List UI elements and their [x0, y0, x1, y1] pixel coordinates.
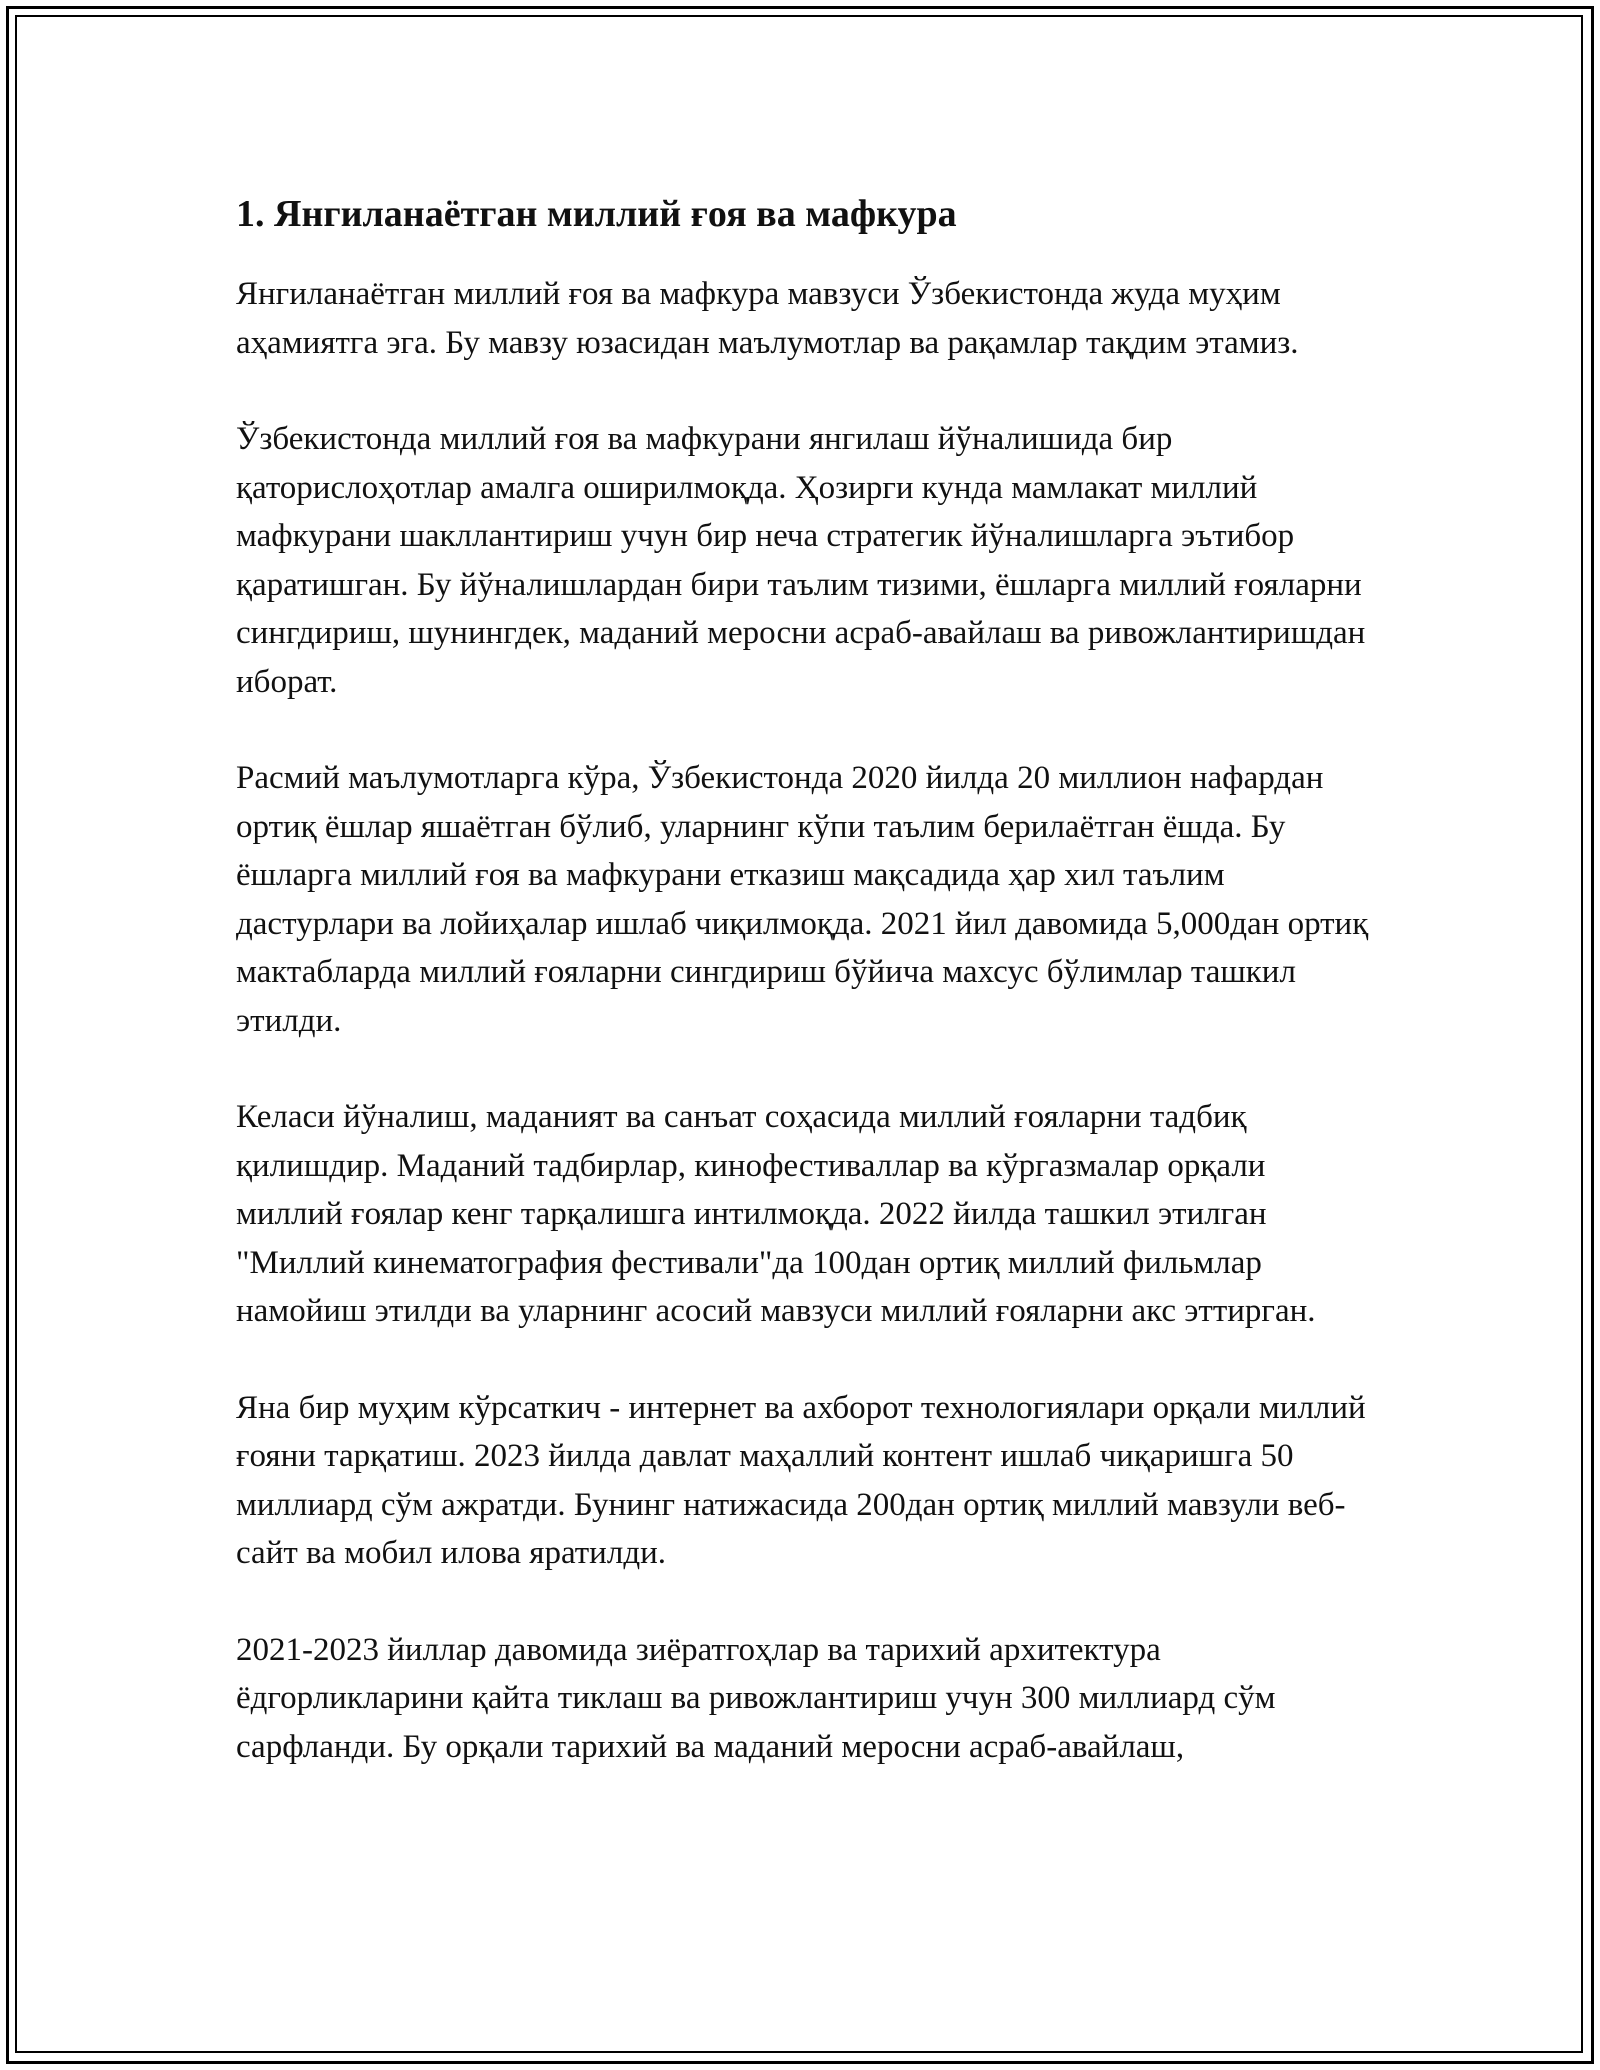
paragraph-2: Ўзбекистонда миллий ғоя ва мафкурани янгилаш йўналишида бир қаторислоҳотлар амалга оширилмоқда. Ҳозирги кунда мамлакат миллий мафкурани шакллантириш учун бир неча стратегик йўналишларга эътибор қаратишган. Бу йўналишлардан бири таълим тизими, ёшларга миллий ғояларни сингдириш, шунингдек, маданий меросни асраб-авайлаш ва ривожлантиришдан иборат. — [236, 421, 1366, 700]
paragraph-4: Келаси йўналиш, маданият ва санъат соҳасида миллий ғояларни тадбиқ қилишдир. Маданий тадбирлар, кинофестиваллар ва кўргазмалар орқали миллий ғоялар кенг тарқалишга интилмоқда. 2022 йилда ташкил этилган "Миллий кинематография фестивали"да 100дан ортиқ миллий фильмлар намойиш этилди ва уларнинг асосий мавзуси миллий ғояларни акс эттирган. — [236, 1099, 1316, 1329]
document-page — [236, 186, 1372, 1819]
paragraph-5: Яна бир муҳим кўрсаткич - интернет ва ахборот технологиялари орқали миллий ғояни тарқатиш. 2023 йилда давлат маҳаллий контент ишлаб чиқаришга 50 миллиард сўм ажратди. Бунинг натижасида 200дан ортиқ миллий мавзули веб-сайт ва мобил илова яратилди. — [236, 1389, 1366, 1571]
section-heading: 1. Янгиланаётган миллий ғоя ва мафкура — [236, 193, 957, 235]
paragraph-3: Расмий маълумотларга кўра, Ўзбекистонда 2020 йилда 20 миллион нафардан ортиқ ёшлар яшаётган бўлиб, уларнинг кўпи таълим берилаётган ёшда. Бу ёшларга миллий ғоя ва мафкурани етказиш мақсадида ҳар хил таълим дастурлари ва лойиҳалар ишлаб чиқилмоқда. 2021 йил давомида 5,000дан ортиқ мактабларда миллий ғояларни сингдириш бўйича махсус бўлимлар ташкил этилди. — [236, 760, 1369, 1039]
paragraph-1: Янгиланаётган миллий ғоя ва мафкура мавзуси Ўзбекистонда жуда муҳим аҳамиятга эга. Бу мавзу юзасидан маълумотлар ва рақамлар тақдим этамиз. — [236, 276, 1299, 361]
paragraph-6: 2021-2023 йиллар давомида зиёратгоҳлар ва тарихий архитектура ёдгорликларини қайта тиклаш ва ривожлантириш учун 300 миллиард сўм сарфланди. Бу орқали тарихий ва маданий меросни асраб-авайлаш, — [236, 1631, 1276, 1765]
